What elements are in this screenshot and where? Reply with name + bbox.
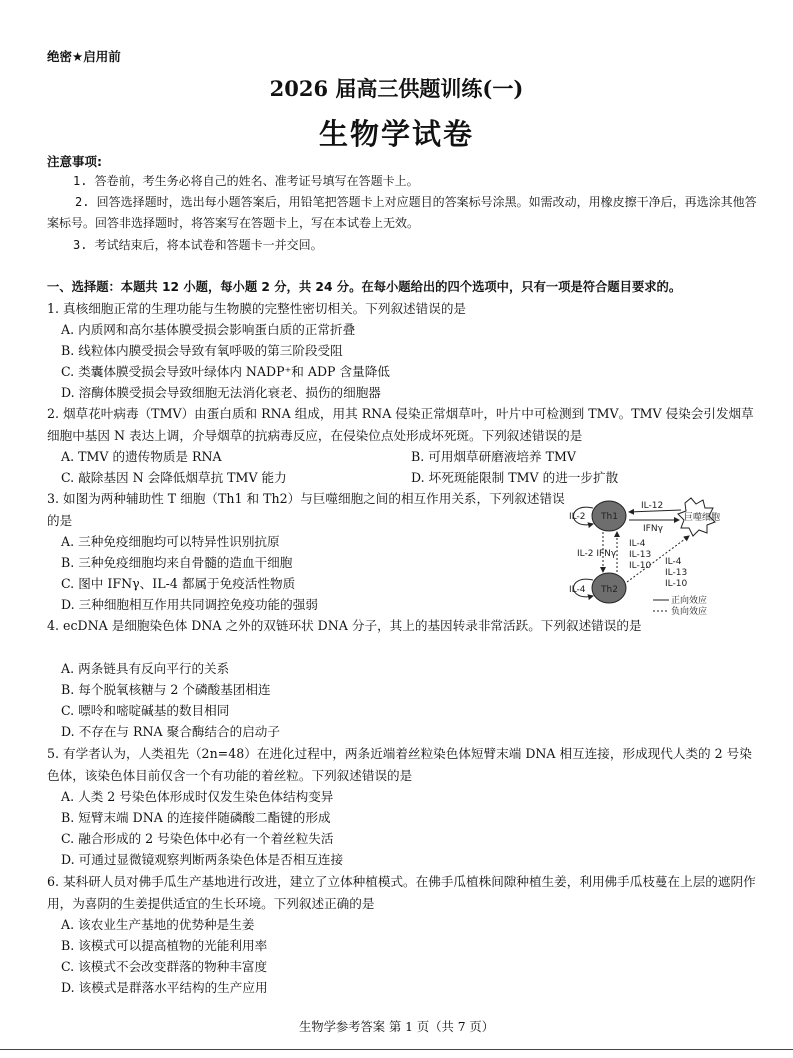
mid-right-label-1: IL-4: [629, 539, 646, 549]
question-4-option-d: D. 不存在与 RNA 聚合酶结合的启动子: [61, 724, 280, 739]
notice-item-1: 1. 答卷前，考生务必将自己的姓名、准考证号填写在答题卡上。: [73, 174, 419, 188]
question-6-option-a: A. 该农业生产基地的优势种是生姜: [61, 917, 255, 932]
right-label-2: IL-13: [665, 568, 688, 578]
il2-label: IL-2: [569, 512, 586, 522]
question-5-option-c: C. 融合形成的 2 号染色体中必有一个着丝粒失活: [61, 831, 334, 846]
confidential-mark: 绝密★启用前: [47, 49, 121, 64]
page-footer: 生物学参考答案 第 1 页（共 7 页）: [298, 1020, 495, 1034]
notice-item-3: 3. 考试结束后，将本试卷和答题卡一并交回。: [73, 238, 323, 252]
question-5-stem: 5. 有学者认为，人类祖先（2n=48）在进化过程中，两条近端着丝粒染色体短臂末端 DNA 相互连接，形成现代人类的 2 号染色体，该染色体目前仅含一个有功能的着丝粒。下列叙述错误的是: [47, 746, 752, 783]
macrophage-label: 巨噬细胞: [684, 513, 721, 523]
question-2-option-c: C. 敲除基因 N 会降低烟草抗 TMV 能力: [61, 470, 287, 485]
question-1-stem: 1. 真核细胞正常的生理功能与生物膜的完整性密切相关。下列叙述错误的是: [47, 301, 467, 316]
immune-cell-interaction-diagram: [563, 492, 743, 618]
th2-label: Th2: [601, 585, 618, 595]
question-6-option-b: B. 该模式可以提高植物的光能利用率: [61, 938, 268, 953]
exam-title: 2026 届高三供题训练(一): [269, 76, 524, 101]
question-6-stem: 6. 某科研人员对佛手瓜生产基地进行改进，建立了立体种植模式。在佛手瓜植株间隙种植生姜，利用佛手瓜枝蔓在上层的遮阴作用，为喜阴的生姜提供适宜的生长环境。下列叙述正确的是: [47, 874, 756, 911]
il4-label: IL-4: [569, 585, 586, 595]
mid-left-label: IL-2 IFNγ: [577, 549, 617, 559]
question-5-option-a: A. 人类 2 号染色体形成时仅发生染色体结构变异: [61, 789, 334, 804]
question-3-option-c: C. 图中 IFNγ、IL-4 都属于免疫活性物质: [61, 576, 296, 591]
question-3-option-d: D. 三种细胞相互作用共同调控免疫功能的强弱: [61, 597, 318, 612]
mid-right-label-3: IL-10: [629, 561, 652, 571]
question-1-option-a: A. 内质网和高尔基体膜受损会影响蛋白质的正常折叠: [61, 322, 356, 337]
notice-item-2: 2. 回答选择题时，选出每小题答案后，用铅笔把答题卡上对应题目的答案标号涂黑。如需改动，用橡皮擦干净后，再选涂其他答案标号。回答非选择题时，将答案写在答题卡上，写在本试卷上无效。: [47, 195, 757, 230]
question-1-option-c: C. 类囊体膜受损会导致叶绿体内 NADP⁺和 ADP 含量降低: [61, 364, 390, 379]
question-3-option-a: A. 三种免疫细胞均可以特异性识别抗原: [61, 534, 280, 549]
right-label-3: IL-10: [665, 579, 688, 589]
legend-negative-label: 负向效应: [671, 607, 708, 617]
th1-label: Th1: [601, 512, 618, 522]
question-4-option-b: B. 每个脱氧核糖与 2 个磷酸基团相连: [61, 682, 271, 697]
ifn-label: IFNγ: [643, 524, 663, 534]
question-4-option-c: C. 嘌呤和嘧啶碱基的数目相同: [61, 703, 230, 718]
question-3-option-b: B. 三种免疫细胞均来自骨髓的造血干细胞: [61, 555, 293, 570]
legend-positive-label: 正向效应: [671, 596, 708, 606]
question-2-stem: 2. 烟草花叶病毒（TMV）由蛋白质和 RNA 组成，用其 RNA 侵染正常烟草叶，叶片中可检测到 TMV。TMV 侵染会引发烟草细胞中基因 N 表达上调，介导烟草的抗病毒反应，在侵染位点处形成坏死斑。下列叙述错误的是: [47, 406, 754, 443]
question-1-option-b: B. 线粒体内膜受损会导致有氧呼吸的第三阶段受阻: [61, 343, 343, 358]
question-6-option-d: D. 该模式是群落水平结构的生产应用: [61, 980, 268, 995]
question-2-option-a: A. TMV 的遗传物质是 RNA: [61, 449, 222, 464]
question-4-stem: 4. ecDNA 是细胞染色体 DNA 之外的双链环状 DNA 分子，其上的基因转录非常活跃。下列叙述错误的是: [47, 618, 642, 633]
subject-title: 生物学试卷: [318, 117, 474, 151]
question-3-stem: 3. 如图为两种辅助性 T 细胞（Th1 和 Th2）与巨噬细胞之间的相互作用关系，下列叙述错误的是: [47, 491, 565, 528]
section-heading: 一、选择题：本题共 12 小题，每小题 2 分，共 24 分。在每小题给出的四个选项中，只有一项是符合题目要求的。: [47, 280, 682, 294]
question-2-option-d: D. 坏死斑能限制 TMV 的进一步扩散: [411, 470, 619, 485]
question-5-option-d: D. 可通过显微镜观察判断两条染色体是否相互连接: [61, 852, 344, 867]
question-1-option-d: D. 溶酶体膜受损会导致细胞无法消化衰老、损伤的细胞器: [61, 385, 381, 400]
question-5-option-b: B. 短臂末端 DNA 的连接伴随磷酸二酯键的形成: [61, 810, 331, 825]
bottom-divider: [0, 1049, 793, 1050]
question-4-option-a: A. 两条链具有反向平行的关系: [61, 661, 230, 676]
question-6-option-c: C. 该模式不会改变群落的物种丰富度: [61, 959, 268, 974]
right-label-1: IL-4: [665, 557, 682, 567]
il12-label: IL-12: [641, 501, 664, 511]
notice-heading: 注意事项:: [47, 154, 102, 169]
mid-right-label-2: IL-13: [629, 550, 652, 560]
question-2-option-b: B. 可用烟草研磨液培养 TMV: [411, 449, 576, 464]
